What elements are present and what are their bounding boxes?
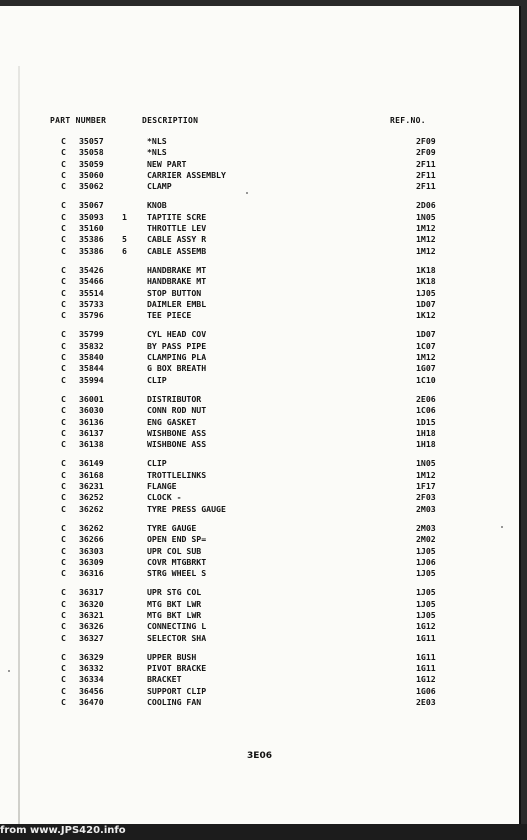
part-ref: 1M12 (416, 469, 436, 480)
parts-group (0, 523, 519, 579)
parts-row (0, 652, 519, 663)
part-description: HANDBRAKE MT (147, 276, 207, 287)
part-ref: 1G07 (416, 363, 436, 374)
part-number: 36326 (79, 621, 104, 632)
part-description: CABLE ASSEMB (147, 245, 207, 256)
part-prefix: C (61, 481, 66, 492)
part-description: MTG BKT LWR (147, 609, 202, 620)
part-ref: 1M12 (416, 352, 436, 363)
part-description: DAIMLER EMBL (147, 298, 207, 309)
part-description: HANDBRAKE MT (147, 264, 207, 275)
part-description: NEW PART (147, 158, 187, 169)
part-number: 36138 (79, 439, 104, 450)
part-prefix: C (61, 545, 66, 556)
header-ref-no: REF.NO. (390, 116, 426, 125)
parts-row (0, 159, 519, 170)
parts-row (0, 523, 519, 534)
part-qty: 5 (122, 234, 127, 245)
parts-row (0, 405, 519, 416)
part-ref: 2F11 (416, 158, 436, 169)
part-ref: 1G12 (416, 621, 436, 632)
part-number: 35514 (79, 287, 104, 298)
part-ref: 1C06 (416, 405, 436, 416)
parts-row (0, 492, 519, 503)
part-number: 36309 (79, 556, 104, 567)
part-prefix: C (61, 651, 66, 662)
part-description: CONN ROD NUT (147, 405, 207, 416)
part-ref: 2M02 (416, 534, 436, 545)
part-description: UPR STG COL (147, 587, 202, 598)
page-code: 3E06 (247, 751, 272, 761)
part-ref: 2E06 (416, 393, 436, 404)
parts-row (0, 329, 519, 340)
part-prefix: C (61, 674, 66, 685)
part-description: TAPTITE SCRE (147, 211, 207, 222)
part-ref: 1G12 (416, 674, 436, 685)
part-number: 35386 (79, 234, 104, 245)
part-prefix: C (61, 340, 66, 351)
part-prefix: C (61, 352, 66, 363)
part-prefix: C (61, 534, 66, 545)
part-number: 35386 (79, 245, 104, 256)
parts-row (0, 439, 519, 450)
speck-mark (246, 192, 248, 194)
parts-row (0, 223, 519, 234)
part-prefix: C (61, 568, 66, 579)
parts-row (0, 663, 519, 674)
part-prefix: C (61, 556, 66, 567)
part-ref: 1K18 (416, 264, 436, 275)
part-number: 36262 (79, 503, 104, 514)
part-number: 35832 (79, 340, 104, 351)
part-prefix: C (61, 685, 66, 696)
part-prefix: C (61, 223, 66, 234)
part-prefix: C (61, 374, 66, 385)
part-description: DISTRIBUTOR (147, 393, 202, 404)
part-description: TEE PIECE (147, 310, 192, 321)
part-prefix: C (61, 234, 66, 245)
part-description: CLAMP (147, 181, 172, 192)
parts-row (0, 212, 519, 223)
parts-row (0, 686, 519, 697)
part-ref: 1J06 (416, 556, 436, 567)
part-description: SUPPORT CLIP (147, 685, 207, 696)
part-ref: 1J05 (416, 568, 436, 579)
part-number: 35840 (79, 352, 104, 363)
part-number: 35093 (79, 211, 104, 222)
part-ref: 1C10 (416, 374, 436, 385)
part-ref: 1J05 (416, 609, 436, 620)
part-qty: 6 (122, 245, 127, 256)
parts-row (0, 341, 519, 352)
part-number: 35062 (79, 181, 104, 192)
part-prefix: C (61, 264, 66, 275)
part-ref: 1D07 (416, 329, 436, 340)
parts-group (0, 394, 519, 450)
part-ref: 2F11 (416, 181, 436, 192)
part-ref: 1F17 (416, 481, 436, 492)
part-ref: 2D06 (416, 200, 436, 211)
part-description: UPPER BUSH (147, 651, 197, 662)
part-number: 35844 (79, 363, 104, 374)
parts-row (0, 200, 519, 211)
part-description: STOP BUTTON (147, 287, 202, 298)
part-number: 35059 (79, 158, 104, 169)
part-description: STRG WHEEL S (147, 568, 207, 579)
part-prefix: C (61, 287, 66, 298)
parts-group (0, 265, 519, 321)
part-prefix: C (61, 298, 66, 309)
part-number: 35466 (79, 276, 104, 287)
header-part-number: PART NUMBER (50, 116, 107, 125)
parts-row (0, 674, 519, 685)
parts-row (0, 557, 519, 568)
part-qty: 1 (122, 211, 127, 222)
part-ref: 2M03 (416, 503, 436, 514)
part-prefix: C (61, 587, 66, 598)
parts-row (0, 394, 519, 405)
part-description: CYL HEAD COV (147, 329, 207, 340)
parts-row (0, 546, 519, 557)
parts-row (0, 697, 519, 708)
part-description: CLOCK - (147, 492, 182, 503)
part-ref: 1H18 (416, 427, 436, 438)
part-prefix: C (61, 310, 66, 321)
parts-group (0, 329, 519, 385)
part-ref: 1G06 (416, 685, 436, 696)
part-number: 36316 (79, 568, 104, 579)
faint-show-through (35, 774, 335, 804)
part-description: WISHBONE ASS (147, 439, 207, 450)
part-description: BY PASS PIPE (147, 340, 207, 351)
part-number: 36266 (79, 534, 104, 545)
part-ref: 1J05 (416, 545, 436, 556)
part-ref: 2F09 (416, 147, 436, 158)
speck-mark (501, 526, 503, 528)
part-number: 35058 (79, 147, 104, 158)
part-description: TYRE PRESS GAUGE (147, 503, 226, 514)
part-description: SELECTOR SHA (147, 632, 207, 643)
part-ref: 1J05 (416, 587, 436, 598)
parts-group (0, 200, 519, 256)
part-description: G BOX BREATH (147, 363, 207, 374)
part-prefix: C (61, 416, 66, 427)
part-description: TYRE GAUGE (147, 522, 197, 533)
part-ref: 1N05 (416, 211, 436, 222)
part-number: 36334 (79, 674, 104, 685)
part-number: 35994 (79, 374, 104, 385)
part-ref: 1M12 (416, 245, 436, 256)
part-description: FLANGE (147, 481, 177, 492)
speck-mark (8, 670, 10, 672)
part-number: 35057 (79, 136, 104, 146)
part-ref: 2M03 (416, 522, 436, 533)
part-prefix: C (61, 439, 66, 450)
parts-row (0, 458, 519, 469)
part-number: 35733 (79, 298, 104, 309)
part-prefix: C (61, 458, 66, 469)
part-number: 36303 (79, 545, 104, 556)
part-number: 36137 (79, 427, 104, 438)
part-number: 36329 (79, 651, 104, 662)
parts-group (0, 652, 519, 708)
parts-row (0, 610, 519, 621)
part-description: PIVOT BRACKE (147, 663, 207, 674)
part-description: BRACKET (147, 674, 182, 685)
part-prefix: C (61, 621, 66, 632)
part-ref: 1N05 (416, 458, 436, 469)
part-description: TROTTLELINKS (147, 469, 207, 480)
parts-row (0, 568, 519, 579)
part-description: ENG GASKET (147, 416, 197, 427)
parts-row (0, 299, 519, 310)
part-number: 36030 (79, 405, 104, 416)
part-prefix: C (61, 697, 66, 708)
parts-row (0, 265, 519, 276)
part-description: CABLE ASSY R (147, 234, 207, 245)
part-description: KNOB (147, 200, 167, 211)
part-prefix: C (61, 329, 66, 340)
part-prefix: C (61, 181, 66, 192)
part-ref: 1G11 (416, 663, 436, 674)
part-number: 35796 (79, 310, 104, 321)
part-prefix: C (61, 405, 66, 416)
part-ref: 1M12 (416, 234, 436, 245)
part-number: 36252 (79, 492, 104, 503)
parts-row (0, 504, 519, 515)
part-number: 36327 (79, 632, 104, 643)
parts-row (0, 310, 519, 321)
part-description: *NLS (147, 147, 167, 158)
part-prefix: C (61, 136, 66, 146)
parts-row (0, 633, 519, 644)
part-prefix: C (61, 393, 66, 404)
parts-group (0, 458, 519, 514)
document-page (0, 6, 521, 824)
parts-row (0, 246, 519, 257)
part-ref: 1G11 (416, 651, 436, 662)
part-prefix: C (61, 363, 66, 374)
parts-group (0, 136, 519, 192)
part-prefix: C (61, 632, 66, 643)
part-ref: 1J05 (416, 598, 436, 609)
part-number: 36149 (79, 458, 104, 469)
parts-row (0, 147, 519, 158)
part-prefix: C (61, 211, 66, 222)
part-number: 36321 (79, 609, 104, 620)
part-prefix: C (61, 200, 66, 211)
part-number: 36262 (79, 522, 104, 533)
part-description: CONNECTING L (147, 621, 207, 632)
part-ref: 1D15 (416, 416, 436, 427)
part-number: 35060 (79, 169, 104, 180)
part-prefix: C (61, 427, 66, 438)
parts-row (0, 417, 519, 428)
part-ref: 1K12 (416, 310, 436, 321)
parts-row (0, 375, 519, 386)
part-ref: 1D07 (416, 298, 436, 309)
parts-row (0, 234, 519, 245)
parts-row (0, 136, 519, 147)
part-number: 36332 (79, 663, 104, 674)
parts-group (0, 587, 519, 643)
part-prefix: C (61, 609, 66, 620)
part-ref: 1C07 (416, 340, 436, 351)
part-prefix: C (61, 245, 66, 256)
header-description: DESCRIPTION (142, 116, 199, 125)
part-description: THROTTLE LEV (147, 223, 207, 234)
part-ref: 1G11 (416, 632, 436, 643)
part-prefix: C (61, 169, 66, 180)
part-prefix: C (61, 522, 66, 533)
part-number: 36456 (79, 685, 104, 696)
part-description: COOLING FAN (147, 697, 202, 708)
part-prefix: C (61, 469, 66, 480)
parts-row (0, 170, 519, 181)
part-prefix: C (61, 492, 66, 503)
part-number: 36231 (79, 481, 104, 492)
part-ref: 2F03 (416, 492, 436, 503)
parts-row (0, 481, 519, 492)
part-description: MTG BKT LWR (147, 598, 202, 609)
part-number: 36320 (79, 598, 104, 609)
parts-row (0, 599, 519, 610)
part-ref: 1J05 (416, 287, 436, 298)
watermark-text: from www.JPS420.info (0, 825, 126, 836)
part-number: 35426 (79, 264, 104, 275)
part-description: CARRIER ASSEMBLY (147, 169, 226, 180)
part-description: CLAMPING PLA (147, 352, 207, 363)
part-number: 36168 (79, 469, 104, 480)
parts-row (0, 363, 519, 374)
parts-list (0, 136, 519, 716)
part-number: 35067 (79, 200, 104, 211)
parts-row (0, 428, 519, 439)
part-number: 36317 (79, 587, 104, 598)
part-description: CLIP (147, 374, 167, 385)
part-description: CLIP (147, 458, 167, 469)
part-prefix: C (61, 276, 66, 287)
parts-row (0, 352, 519, 363)
part-prefix: C (61, 503, 66, 514)
parts-row (0, 587, 519, 598)
parts-row (0, 534, 519, 545)
part-ref: 1M12 (416, 223, 436, 234)
part-number: 36001 (79, 393, 104, 404)
part-description: WISHBONE ASS (147, 427, 207, 438)
part-ref: 2F09 (416, 136, 436, 146)
part-ref: 2E03 (416, 697, 436, 708)
part-prefix: C (61, 147, 66, 158)
part-description: OPEN END SP= (147, 534, 207, 545)
parts-row (0, 621, 519, 632)
part-ref: 1H18 (416, 439, 436, 450)
part-prefix: C (61, 158, 66, 169)
column-header (0, 116, 519, 128)
part-number: 35160 (79, 223, 104, 234)
part-ref: 2F11 (416, 169, 436, 180)
parts-row (0, 288, 519, 299)
part-description: *NLS (147, 136, 167, 146)
part-ref: 1K18 (416, 276, 436, 287)
part-number: 35799 (79, 329, 104, 340)
parts-row (0, 276, 519, 287)
part-number: 36136 (79, 416, 104, 427)
part-description: UPR COL SUB (147, 545, 202, 556)
part-number: 36470 (79, 697, 104, 708)
parts-row (0, 181, 519, 192)
part-prefix: C (61, 598, 66, 609)
parts-row (0, 470, 519, 481)
part-prefix: C (61, 663, 66, 674)
part-description: COVR MTGBRKT (147, 556, 207, 567)
